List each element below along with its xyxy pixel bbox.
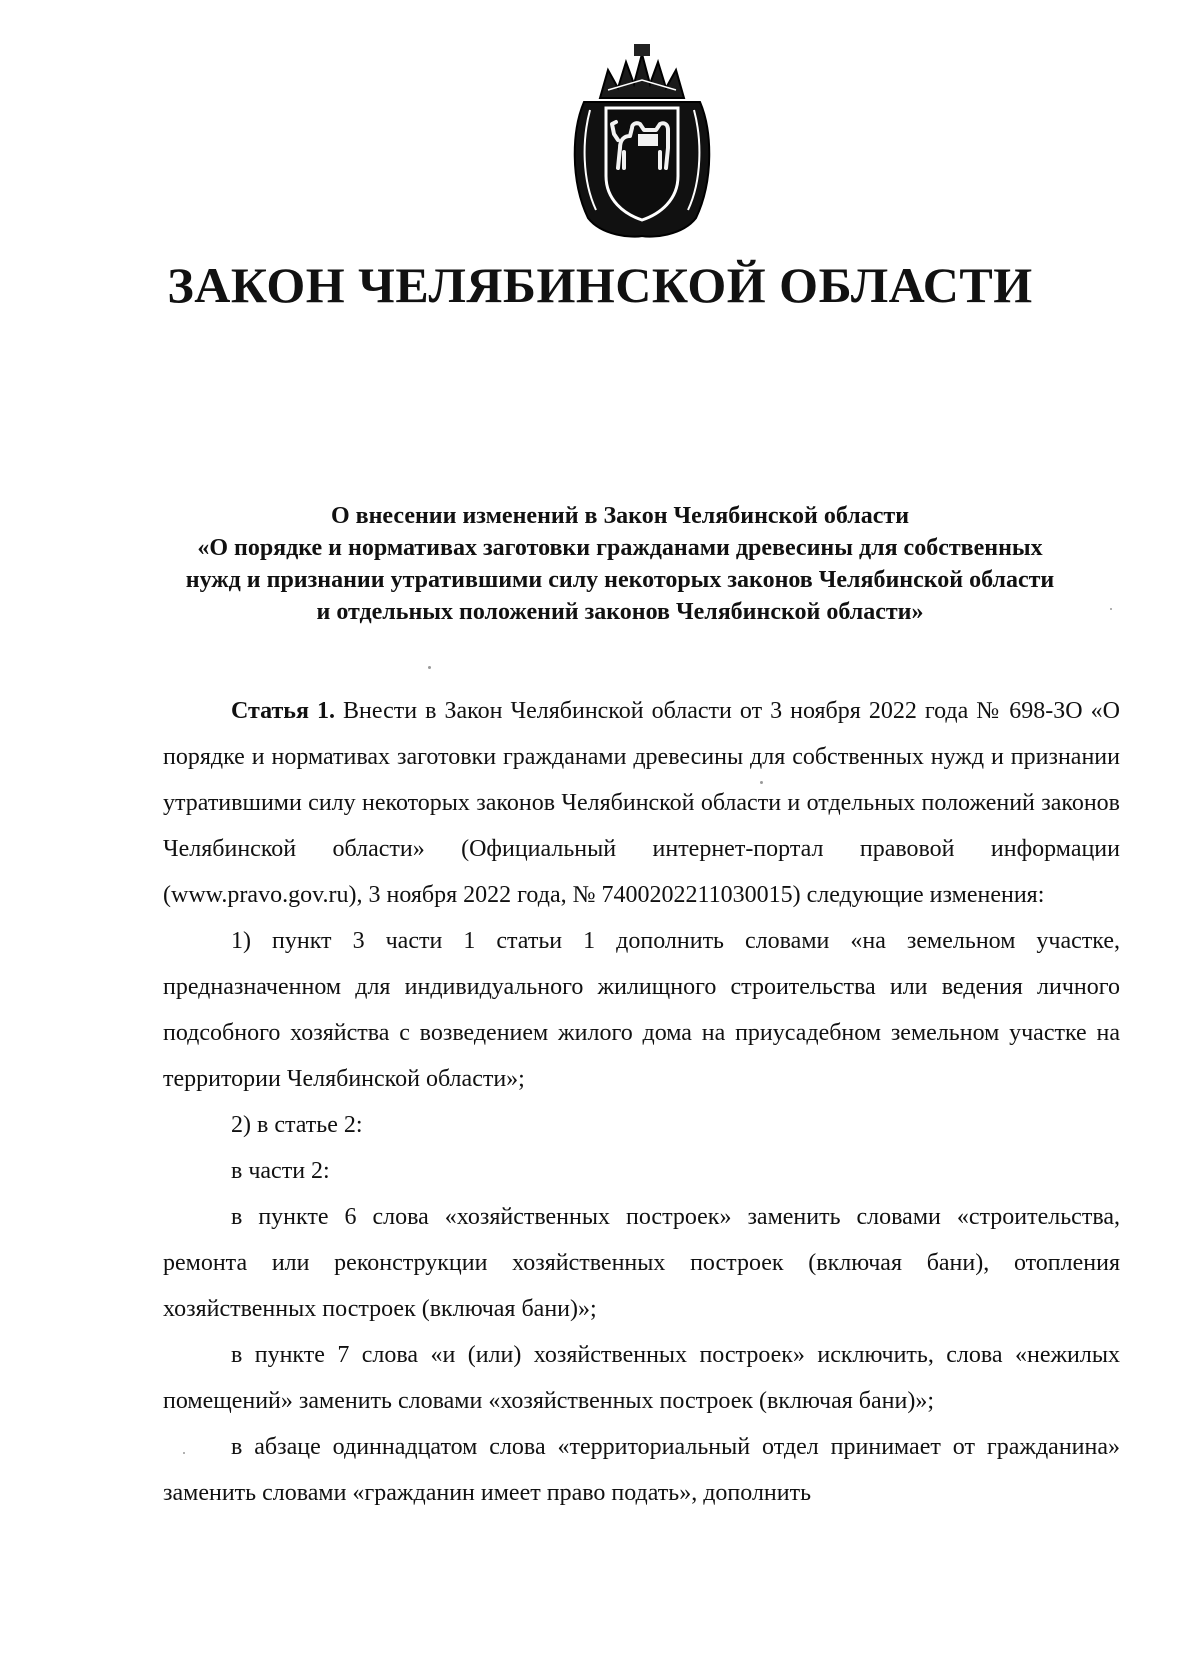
heading-line: «О порядке и нормативах заготовки гражданами древесины для собственных: [197, 535, 1043, 561]
scan-artifact: [428, 666, 431, 669]
law-title: ЗАКОН ЧЕЛЯБИНСКОЙ ОБЛАСТИ: [167, 257, 1033, 313]
paragraph: 2) в статье 2:: [231, 1112, 363, 1138]
paragraph: в пункте 7 слова «и (или) хозяйственных построек» исключить, слова «нежилых помещений» заменить словами «хозяйственных построек (включая бани)»;: [163, 1342, 1120, 1414]
article-label: Статья 1.: [231, 698, 335, 724]
chelyabinsk-coat-of-arms-icon: [562, 40, 722, 240]
heading-line: нужд и признании утратившими силу некоторых законов Челябинской области: [185, 567, 1055, 593]
paragraph: в абзаце одиннадцатом слова «территориальный отдел принимает от гражданина» заменить словами «гражданин имеет право подать», дополнить: [163, 1434, 1120, 1506]
article-1-body: [163, 688, 1120, 1516]
heading-line: и отдельных положений законов Челябинской области»: [316, 599, 924, 625]
article-intro-text: Внести в Закон Челябинской области от 3 ноября 2022 года № 698-ЗО «О порядке и нормативах заготовки гражданами древесины для собственных нужд и признании утратившими силу некоторых законов Челябинской области и отдельных положений законов Челябинской области» (Официальный интернет-портал правовой информации (www.pravo.gov.ru), 3 ноября 2022 года, № 7400202211030015) следующие изменения:: [163, 698, 1120, 908]
scan-artifact: [1110, 608, 1112, 610]
document-heading: [160, 500, 1080, 628]
paragraph: в части 2:: [231, 1158, 330, 1184]
scan-artifact: [760, 781, 763, 784]
scan-artifact: [183, 1452, 185, 1454]
article-1-intro-paragraph: [163, 688, 1120, 918]
paragraph: 1) пункт 3 части 1 статьи 1 дополнить словами «на земельном участке, предназначенном для индивидуального жилищного строительства или ведения личного подсобного хозяйства с возведением жилого дома на приусадебном земельном участке на территории Челябинской области»;: [163, 928, 1120, 1092]
paragraph: в пункте 6 слова «хозяйственных построек» заменить словами «строительства, ремонта или реконструкции хозяйственных построек (включая бани), отопления хозяйственных построек (включая бани)»;: [163, 1204, 1120, 1322]
heading-line: О внесении изменений в Закон Челябинской области: [330, 503, 910, 529]
